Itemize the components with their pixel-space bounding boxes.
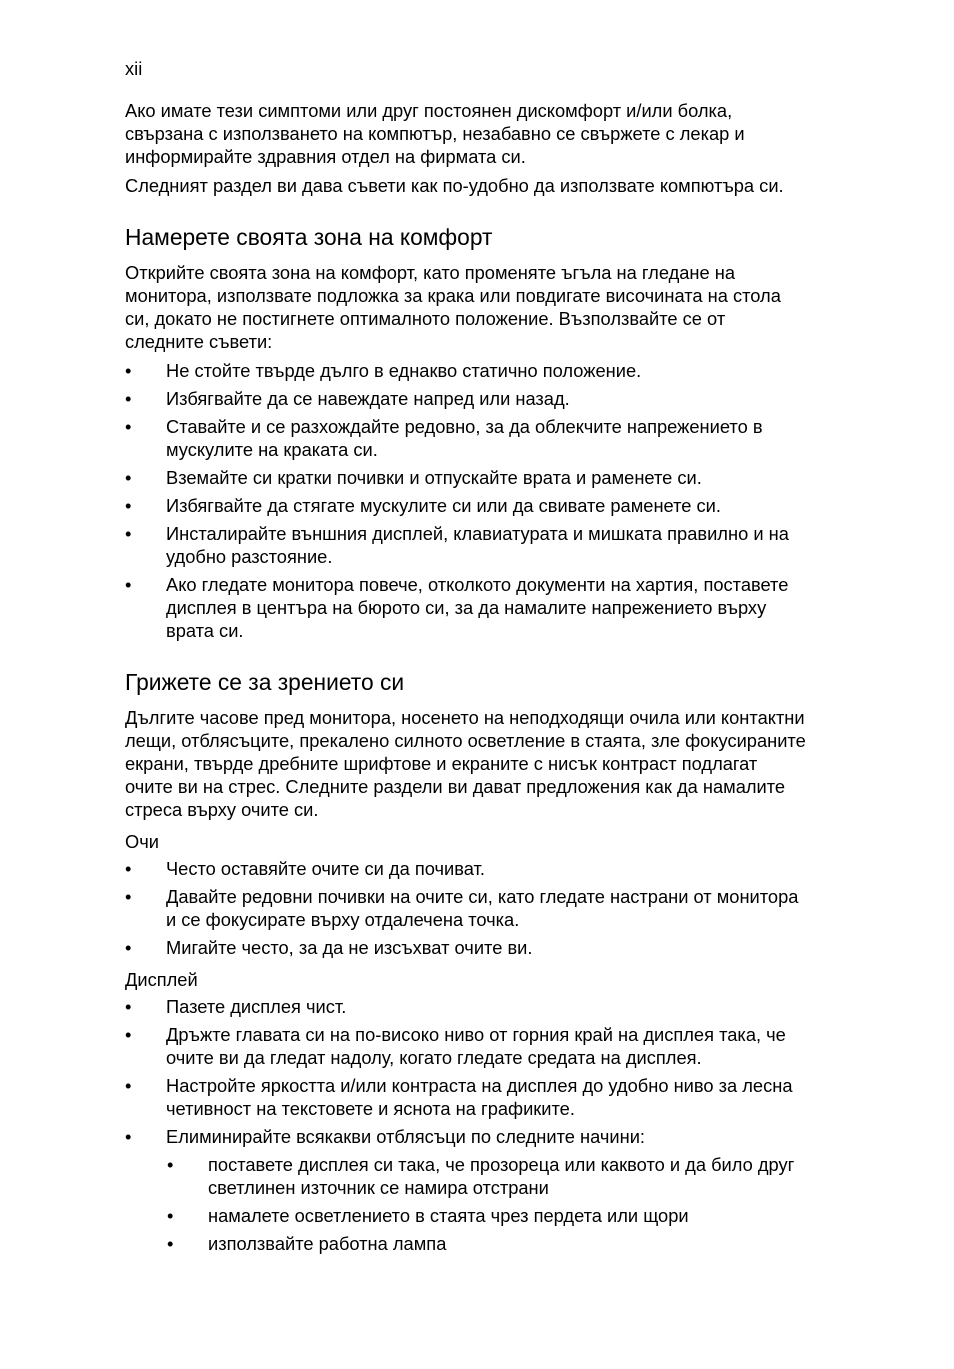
list-item <box>125 522 789 568</box>
bullet-icon: • <box>125 936 132 958</box>
list-item <box>125 494 789 517</box>
item-line: четивност на текстовете и яснота на графиките. <box>166 1097 575 1119</box>
intro-paragraph <box>125 99 745 168</box>
list-item <box>125 885 798 931</box>
subheading-eyes: Очи <box>125 830 159 852</box>
list-item <box>125 466 789 489</box>
list-item <box>125 936 798 959</box>
paragraph-line: свързана с използването на компютър, незабавно се свържете с лекар и <box>125 123 745 144</box>
body-paragraph <box>125 706 806 821</box>
item-line: намалете осветлението в стаята чрез пердета или щори <box>208 1204 689 1226</box>
bullet-icon: • <box>125 415 132 437</box>
body-paragraph <box>125 261 781 353</box>
sub-list-item <box>166 1232 794 1255</box>
bullet-icon: • <box>125 995 132 1017</box>
item-line: поставете дисплея си така, че прозореца или каквото и да било друг <box>208 1153 795 1175</box>
list-item <box>125 857 798 880</box>
item-line: светлинен източник се намира отстрани <box>208 1176 549 1198</box>
sub-list-item <box>166 1153 794 1199</box>
list-item <box>125 573 789 642</box>
item-line: Мигайте често, за да не изсъхват очите ви. <box>166 936 533 958</box>
item-line: Избягвайте да се навеждате напред или назад. <box>166 387 570 409</box>
item-line: Давайте редовни почивки на очите си, като гледате настрани от монитора <box>166 885 799 907</box>
item-line: очите ви да гледат надолу, когато гледате средата на дисплея. <box>166 1046 702 1068</box>
display-tips-list <box>125 995 794 1260</box>
paragraph-line: Следният раздел ви дава съвети как по-удобно да използвате компютъра си. <box>125 174 784 196</box>
comfort-tips-list <box>125 359 789 647</box>
paragraph-line: монитора, използвате подложка за крака или повдигате височината на стола <box>125 284 781 306</box>
item-line: Елиминирайте всякакви отблясъци по следните начини: <box>166 1125 646 1147</box>
item-line: Ставайте и се разхождайте редовно, за да облекчите напрежението в <box>166 415 763 437</box>
item-line: врата си. <box>166 619 244 641</box>
paragraph-line: очите ви на стрес. Следните раздели ви дават предложения как да намалите <box>125 775 786 797</box>
bullet-icon: • <box>125 885 132 907</box>
item-line: използвайте работна лампа <box>208 1232 447 1254</box>
list-item <box>125 1125 794 1255</box>
bullet-icon: • <box>125 573 132 595</box>
item-line: Често оставяйте очите си да почиват. <box>166 857 485 879</box>
list-item <box>125 359 789 382</box>
paragraph-line: следните съвети: <box>125 330 273 352</box>
paragraph-line: Открийте своята зона на комфорт, като променяте ъгъла на гледане на <box>125 261 736 283</box>
section-heading-comfort-zone: Намерете своята зона на комфорт <box>125 224 493 250</box>
list-item <box>125 415 789 461</box>
bullet-icon: • <box>167 1232 174 1254</box>
intro-paragraph <box>125 174 784 197</box>
paragraph-line: лещи, отблясъците, прекалено силното осветление в стаята, зле фокусираните <box>125 729 806 751</box>
bullet-icon: • <box>125 466 132 488</box>
bullet-icon: • <box>125 522 132 544</box>
paragraph-line: си, докато не постигнете оптималното положение. Възползвайте се от <box>125 307 726 329</box>
paragraph-line: Дългите часове пред монитора, носенето на неподходящи очила или контактни <box>125 706 805 728</box>
eyes-tips-list <box>125 857 798 964</box>
glare-tips-sublist <box>166 1153 794 1255</box>
list-item <box>125 995 794 1018</box>
bullet-icon: • <box>125 1074 132 1096</box>
paragraph-line: стреса върху очите си. <box>125 798 319 820</box>
item-line: удобно разстояние. <box>166 545 333 567</box>
item-line: Настройте яркостта и/или контраста на дисплея до удобно ниво за лесна <box>166 1074 793 1096</box>
subheading-display: Дисплей <box>125 968 198 990</box>
item-line: Ако гледате монитора повече, отколкото документи на хартия, поставете <box>166 573 789 595</box>
item-line: Избягвайте да стягате мускулите си или да свивате раменете си. <box>166 494 721 516</box>
bullet-icon: • <box>125 1023 132 1045</box>
item-line: Не стойте твърде дълго в еднакво статично положение. <box>166 359 642 381</box>
list-item <box>125 387 789 410</box>
item-line: Пазете дисплея чист. <box>166 995 347 1017</box>
item-line: Вземайте си кратки почивки и отпускайте врата и раменете си. <box>166 466 702 488</box>
paragraph-line: екрани, твърде дребните шрифтове и екраните с нисък контраст подлагат <box>125 752 758 774</box>
sub-list-item <box>166 1204 794 1227</box>
item-line: Дръжте главата си на по-високо ниво от горния край на дисплея така, че <box>166 1023 786 1045</box>
item-line: дисплея в центъра на бюрото си, за да намалите напрежението върху <box>166 596 767 618</box>
item-line: Инсталирайте външния дисплей, клавиатурата и мишката правилно и на <box>166 522 789 544</box>
section-heading-eye-care: Грижете се за зрението си <box>125 669 405 695</box>
paragraph-line: информирайте здравния отдел на фирмата си. <box>125 146 526 167</box>
list-item <box>125 1074 794 1120</box>
bullet-icon: • <box>125 359 132 381</box>
page-number: xii <box>125 58 143 79</box>
item-line: мускулите на краката си. <box>166 438 378 460</box>
bullet-icon: • <box>125 857 132 879</box>
bullet-icon: • <box>125 494 132 516</box>
list-item <box>125 1023 794 1069</box>
paragraph-line: Ако имате тези симптоми или друг постоянен дискомфорт и/или болка, <box>125 100 733 121</box>
bullet-icon: • <box>167 1204 174 1226</box>
bullet-icon: • <box>125 387 132 409</box>
bullet-icon: • <box>125 1125 132 1147</box>
item-line: и се фокусирате върху отдалечена точка. <box>166 908 520 930</box>
bullet-icon: • <box>167 1153 174 1175</box>
